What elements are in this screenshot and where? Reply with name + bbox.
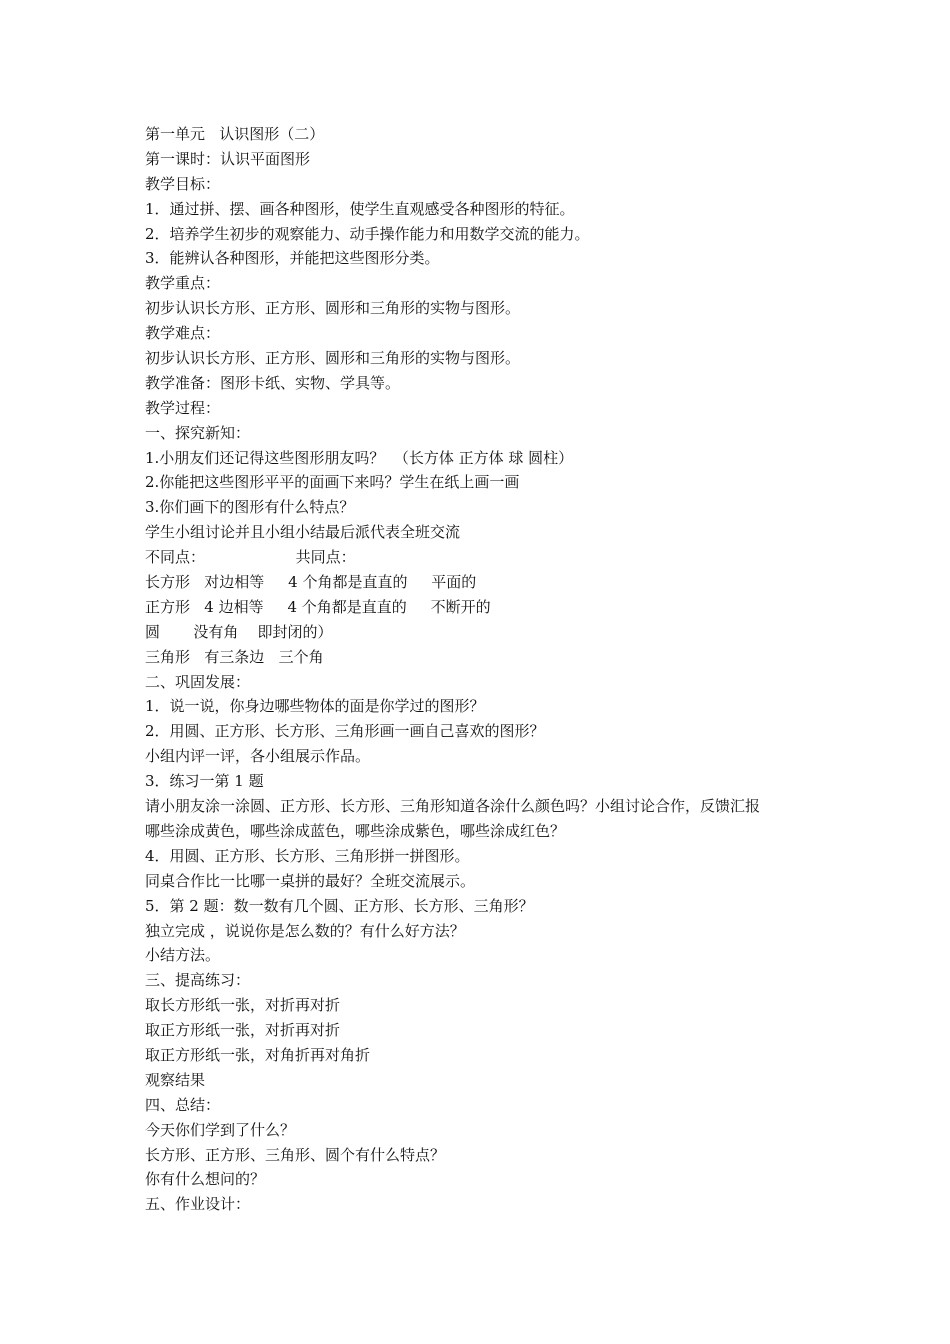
comparison-row-triangle: 三角形 有三条边 三个角	[145, 647, 324, 666]
section-heading-key-points: 教学重点：	[145, 274, 221, 293]
section-heading-difficulties: 教学难点：	[145, 324, 221, 343]
part-heading-homework: 五、作业设计：	[145, 1195, 251, 1214]
explore-item-1: 1.小朋友们还记得这些图形朋友吗？ （长方体 正方体 球 圆柱）	[145, 448, 574, 467]
part-heading-consolidate: 二、巩固发展：	[145, 672, 251, 691]
section-heading-process: 教学过程：	[145, 398, 221, 417]
comparison-row-circle: 圆 没有角 即封闭的）	[145, 622, 333, 641]
consolidate-item-3: 3．练习一第 1 题	[145, 772, 264, 791]
consolidate-item-4: 4．用圆、正方形、长方形、三角形拼一拼图形。	[145, 846, 470, 865]
comparison-row-square: 正方形 4 边相等 4 个角都是直直的 不断开的	[145, 597, 491, 616]
consolidate-note-3: 独立完成 ，说说你是怎么数的？有什么好方法？	[145, 921, 465, 940]
preparation-text: 教学准备：图形卡纸、实物、学具等。	[145, 373, 401, 392]
practice-item-1: 取长方形纸一张，对折再对折	[145, 996, 341, 1015]
goal-item-3: 3．能辨认各种图形，并能把这些图形分类。	[145, 249, 440, 268]
consolidate-note-2: 同桌合作比一比哪一桌拼的最好？全班交流展示。	[145, 871, 476, 890]
consolidate-note-1: 小组内评一评，各小组展示作品。	[145, 747, 371, 766]
key-points-text: 初步认识长方形、正方形、圆形和三角形的实物与图形。	[145, 299, 521, 318]
consolidate-note-4: 小结方法。	[145, 946, 221, 965]
explore-item-3: 3.你们画下的图形有什么特点？	[145, 498, 355, 517]
explore-item-2: 2.你能把这些图形平平的面画下来吗？学生在纸上画一画	[145, 473, 520, 492]
consolidate-item-5: 5．第 2 题：数一数有几个圆、正方形、长方形、三角形？	[145, 896, 534, 915]
part-heading-practice: 三、提高练习：	[145, 971, 251, 990]
part-heading-explore: 一、探究新知：	[145, 423, 251, 442]
goal-item-1: 1．通过拼、摆、画各种图形，使学生直观感受各种图形的特征。	[145, 199, 575, 218]
summary-item-3: 你有什么想问的？	[145, 1170, 266, 1189]
lesson-title: 第一课时：认识平面图形	[145, 149, 311, 168]
consolidate-item-1: 1．说一说，你身边哪些物体的面是你学过的图形？	[145, 697, 485, 716]
comparison-header: 不同点： 共同点：	[145, 548, 356, 567]
section-heading-goals: 教学目标：	[145, 174, 221, 193]
summary-item-1: 今天你们学到了什么？	[145, 1120, 296, 1139]
summary-item-2: 长方形、正方形、三角形、圆个有什么特点？	[145, 1145, 446, 1164]
goal-item-2: 2．培养学生初步的观察能力、动手操作能力和用数学交流的能力。	[145, 224, 590, 243]
coloring-text-1: 请小朋友涂一涂圆、正方形、长方形、三角形知道各涂什么颜色吗？小组讨论合作，反馈汇报	[145, 797, 761, 816]
consolidate-item-2: 2．用圆、正方形、长方形、三角形画一画自己喜欢的图形？	[145, 722, 545, 741]
comparison-row-rectangle: 长方形 对边相等 4 个角都是直直的 平面的	[145, 573, 477, 592]
unit-title: 第一单元 认识图形（二）	[145, 125, 325, 143]
difficulties-text: 初步认识长方形、正方形、圆形和三角形的实物与图形。	[145, 349, 521, 368]
coloring-text-2: 哪些涂成黄色，哪些涂成蓝色，哪些涂成紫色，哪些涂成红色？	[145, 821, 566, 840]
part-heading-summary: 四、总结：	[145, 1095, 221, 1114]
practice-item-3: 取正方形纸一张，对角折再对角折	[145, 1045, 371, 1064]
practice-item-4: 观察结果	[145, 1070, 206, 1089]
practice-item-2: 取正方形纸一张，对折再对折	[145, 1021, 341, 1040]
discussion-text: 学生小组讨论并且小组小结最后派代表全班交流	[145, 523, 461, 542]
document-page	[145, 122, 825, 1217]
